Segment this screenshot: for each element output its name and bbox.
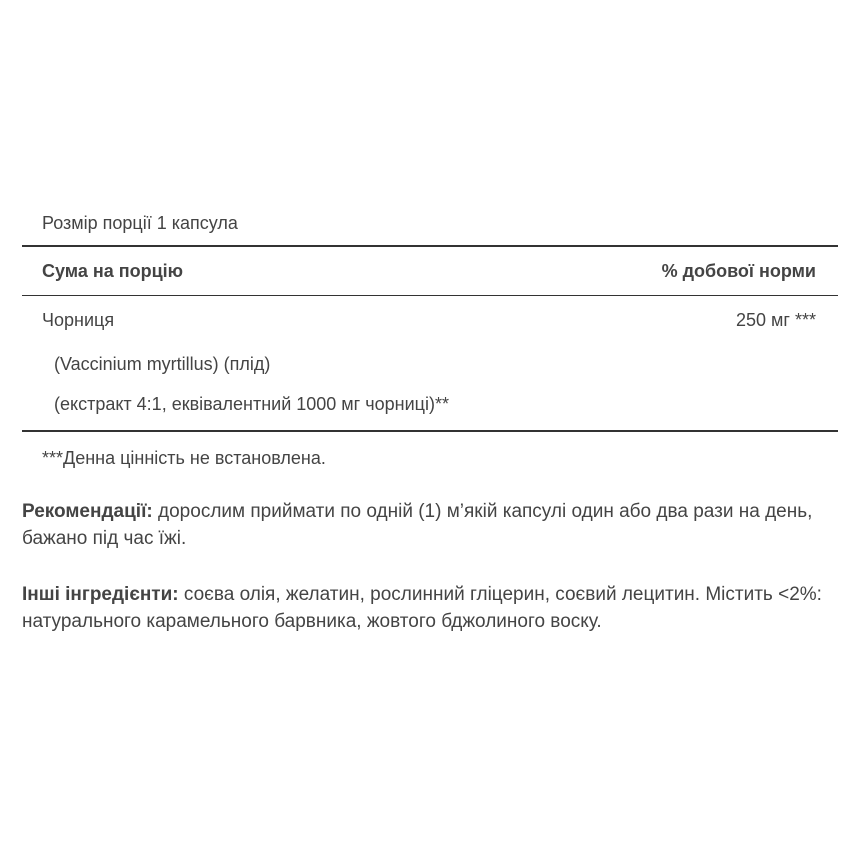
daily-value-label: % добової норми <box>661 260 816 281</box>
ingredient-row <box>22 296 838 344</box>
other-ingredients-label: Інші інгредієнти: <box>22 584 179 605</box>
footnote: ***Денна цінність не встановлена. <box>42 448 326 468</box>
ingredient-extract-info: (екстракт 4:1, еквівалентний 1000 мг чорниці)** <box>54 394 449 414</box>
table-header <box>22 247 838 296</box>
recommendations-paragraph <box>22 498 822 552</box>
ingredient-amount: 250 мг *** <box>736 309 816 330</box>
ingredient-table <box>22 296 838 432</box>
ingredient-latin-name: (Vaccinium myrtillus) (плід) <box>54 354 271 374</box>
other-ingredients-paragraph <box>22 581 822 635</box>
serving-size: Розмір порції 1 капсула <box>42 213 238 233</box>
recommendations-text: дорослим приймати по одній (1) м’якій капсулі один або два рази на день, бажано під час їжі. <box>22 501 813 549</box>
other-ingredients-text: соєва олія, желатин, рослинний гліцерин, соєвий лецитин. Містить <2%: натурального карамельного барвника, жовтого бджолиного воску. <box>22 584 822 632</box>
ingredient-name: Чорниця <box>42 309 115 330</box>
supplement-facts-panel <box>22 205 838 635</box>
recommendations-label: Рекомендації: <box>22 501 153 522</box>
amount-per-serving-label: Сума на порцію <box>42 260 184 281</box>
